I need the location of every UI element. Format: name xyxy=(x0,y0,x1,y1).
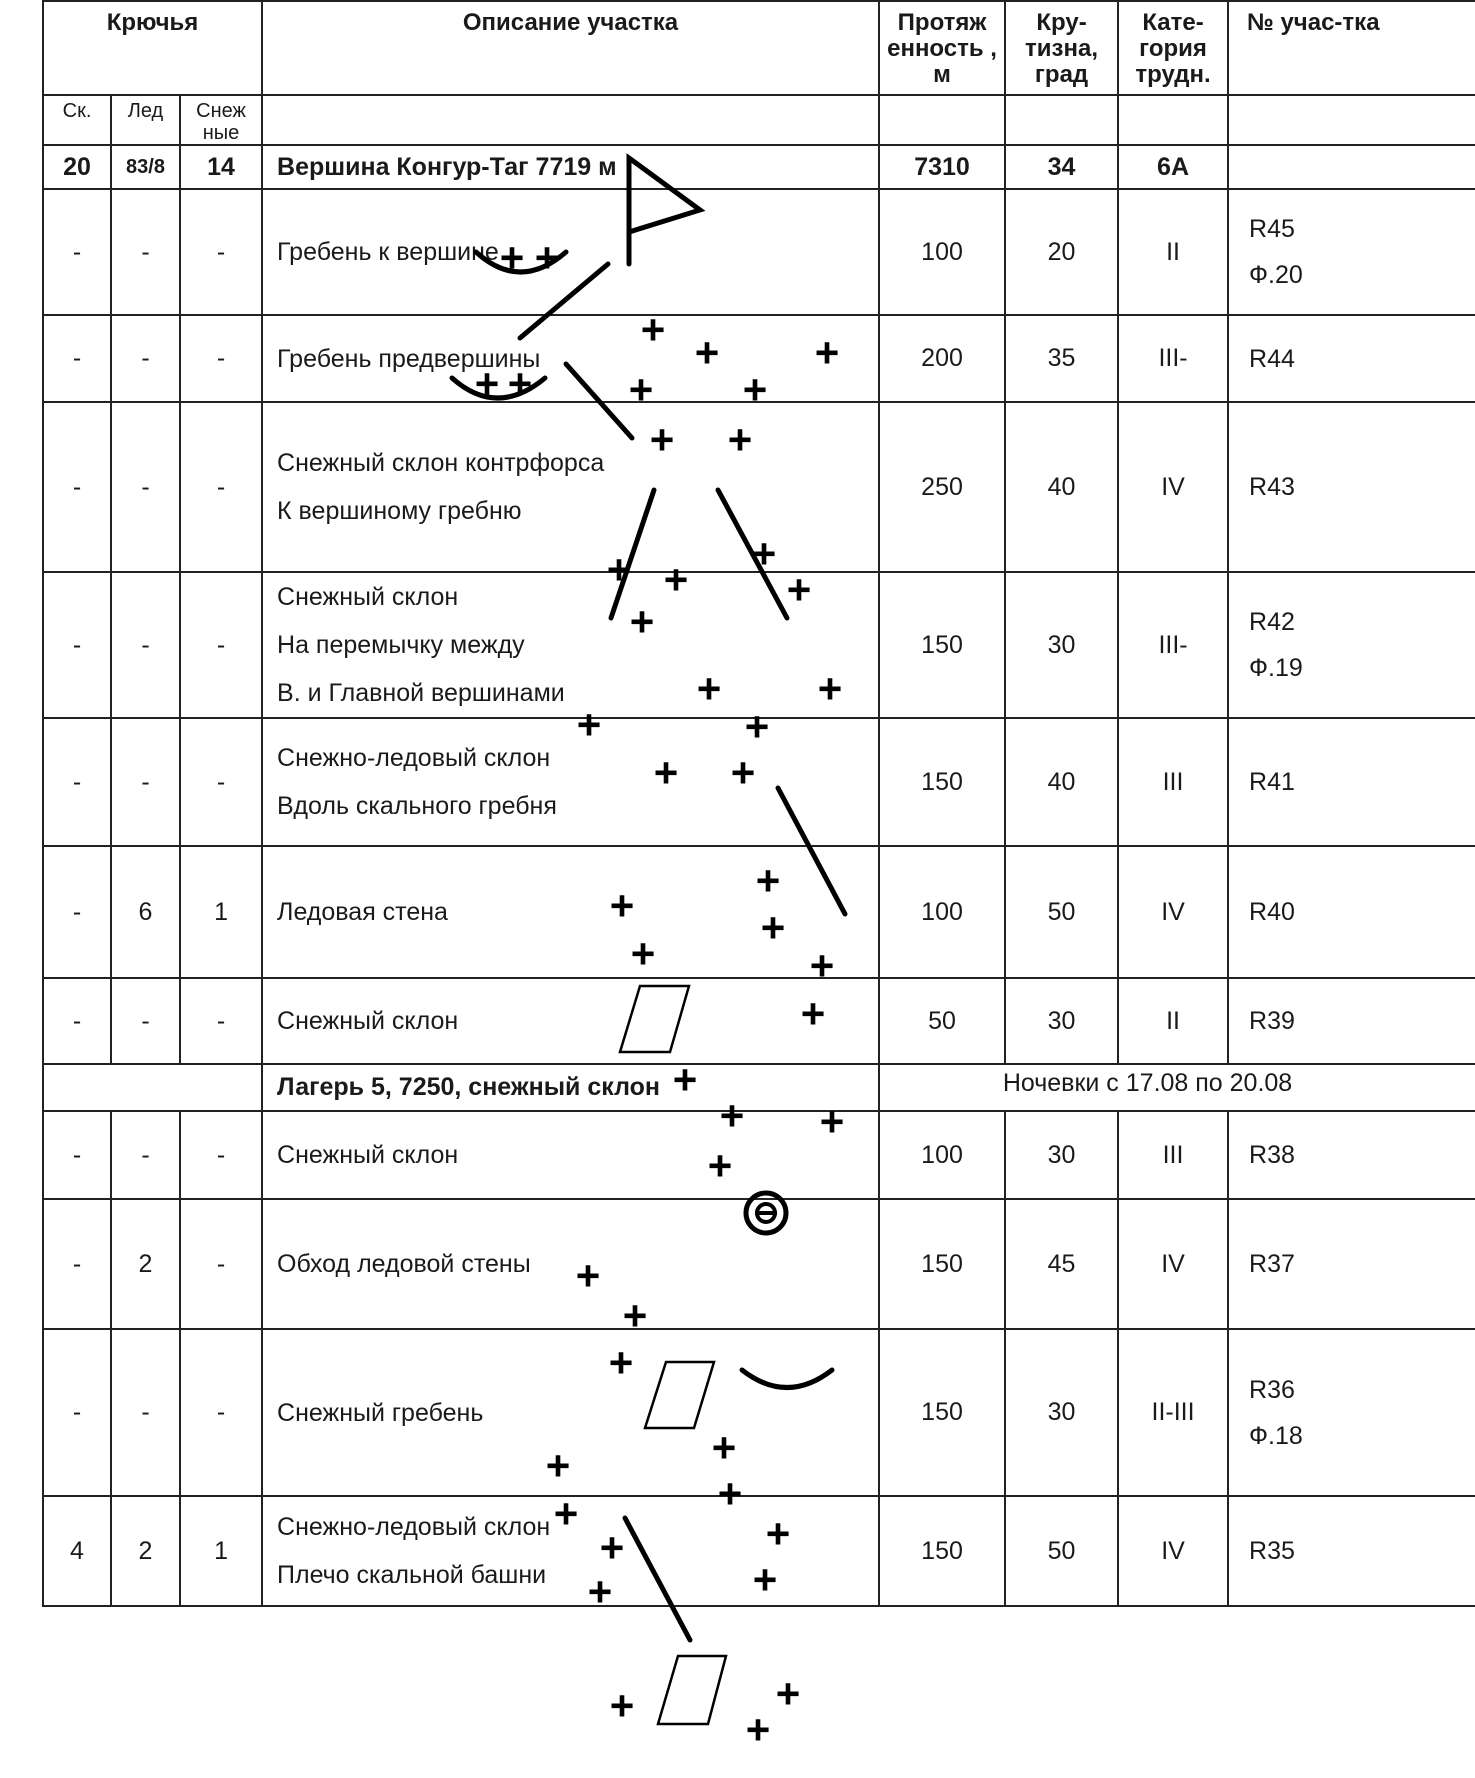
svg-text:+: + xyxy=(534,234,560,281)
description-line: В. и Главной вершинами xyxy=(277,679,565,707)
category-cell: IV xyxy=(1118,846,1228,978)
hooks-ice-cell: - xyxy=(111,1329,180,1496)
summit-steep: 34 xyxy=(1005,145,1118,189)
description-cell xyxy=(262,718,879,846)
category-cell: III- xyxy=(1118,315,1228,402)
section-id: R37 xyxy=(1249,1250,1295,1278)
description-line: Обход ледовой стены xyxy=(277,1250,531,1278)
header-row xyxy=(43,1,1475,95)
hooks-ice-cell: - xyxy=(111,189,180,315)
photo-ref: Ф.18 xyxy=(1249,1421,1303,1450)
header-hooks-ice: Лед xyxy=(111,95,180,145)
description-line: Гребень предвершины xyxy=(277,344,541,373)
description-line: Вдоль скального гребня xyxy=(277,792,557,820)
hooks-ice-cell: - xyxy=(111,402,180,572)
svg-text:+: + xyxy=(800,990,826,1037)
description-line: Снежный гребень xyxy=(277,1398,484,1427)
svg-text:+: + xyxy=(727,416,753,463)
section-row xyxy=(43,1496,1475,1606)
svg-text:+: + xyxy=(630,930,656,977)
hooks-snow-cell: - xyxy=(180,978,262,1064)
camp-title: Лагерь 5, 7250, снежный склон xyxy=(262,1064,879,1111)
section-row xyxy=(43,1329,1475,1496)
length-cell: 100 xyxy=(879,1111,1005,1199)
length-cell: 150 xyxy=(879,1329,1005,1496)
header-category: Кате-гория трудн. xyxy=(1118,1,1228,95)
section-rows-lower xyxy=(43,1111,1475,1606)
svg-text:+: + xyxy=(609,1682,635,1729)
svg-text:+: + xyxy=(672,1056,698,1103)
header-hooks-rock: Ск. xyxy=(43,95,111,145)
hooks-snow-cell: - xyxy=(180,1329,262,1496)
section-row xyxy=(43,1111,1475,1199)
steepness-cell: 40 xyxy=(1005,718,1118,846)
length-cell: 100 xyxy=(879,846,1005,978)
section-row xyxy=(43,978,1475,1064)
section-no-cell xyxy=(1228,1496,1475,1606)
svg-text:+: + xyxy=(545,1442,571,1489)
svg-text:+: + xyxy=(786,566,812,613)
category-cell: II xyxy=(1118,189,1228,315)
description-cell xyxy=(262,402,879,572)
section-no-cell xyxy=(1228,572,1475,718)
section-no-cell xyxy=(1228,1329,1475,1496)
steepness-cell: 30 xyxy=(1005,1111,1118,1199)
header-hooks-snow: Снеж ные xyxy=(180,95,262,145)
header-steepness: Кру-тизна, град xyxy=(1005,1,1118,95)
category-cell: III- xyxy=(1118,572,1228,718)
hooks-rock-cell: - xyxy=(43,1199,111,1329)
header-description: Описание участка xyxy=(262,1,879,95)
description-cell xyxy=(262,1496,879,1606)
summit-length: 7310 xyxy=(879,145,1005,189)
header-hooks: Крючья xyxy=(43,1,262,95)
hooks-snow-cell: 1 xyxy=(180,846,262,978)
hooks-rock-cell: - xyxy=(43,1111,111,1199)
summit-ice: 83/8 xyxy=(111,145,180,189)
section-id: R45 xyxy=(1249,215,1295,243)
description-cell xyxy=(262,572,879,718)
length-cell: 150 xyxy=(879,572,1005,718)
section-no-cell xyxy=(1228,978,1475,1064)
photo-ref: Ф.19 xyxy=(1249,654,1303,682)
category-cell: IV xyxy=(1118,1496,1228,1606)
description-line: Снежный склон xyxy=(277,1141,459,1169)
category-cell: II-III xyxy=(1118,1329,1228,1496)
hooks-rock-cell: - xyxy=(43,572,111,718)
svg-text:+: + xyxy=(653,749,679,796)
summit-no xyxy=(1228,145,1475,189)
subheader-row xyxy=(43,95,1475,145)
hooks-rock-cell: - xyxy=(43,315,111,402)
section-rows-upper xyxy=(43,189,1475,1064)
svg-text:+: + xyxy=(730,749,756,796)
svg-text:+: + xyxy=(744,703,770,750)
svg-text:+: + xyxy=(817,665,843,712)
svg-text:+: + xyxy=(628,366,654,413)
hooks-rock-cell: 4 xyxy=(43,1496,111,1606)
svg-text:+: + xyxy=(640,306,666,353)
description-cell xyxy=(262,1111,879,1199)
svg-text:+: + xyxy=(606,546,632,593)
svg-text:+: + xyxy=(760,904,786,951)
section-row xyxy=(43,402,1475,572)
length-cell: 200 xyxy=(879,315,1005,402)
hooks-snow-cell: - xyxy=(180,189,262,315)
svg-text:+: + xyxy=(819,1098,845,1145)
section-no-cell xyxy=(1228,315,1475,402)
svg-text:+: + xyxy=(745,1706,771,1753)
hooks-rock-cell: - xyxy=(43,189,111,315)
section-no-cell xyxy=(1228,718,1475,846)
category-cell: III xyxy=(1118,1111,1228,1199)
section-row xyxy=(43,315,1475,402)
hooks-snow-cell: - xyxy=(180,1199,262,1329)
description-cell xyxy=(262,315,879,402)
hooks-ice-cell: 2 xyxy=(111,1496,180,1606)
description-line: Снежный склон xyxy=(277,1007,459,1035)
section-id: R40 xyxy=(1249,898,1295,926)
steepness-cell: 30 xyxy=(1005,978,1118,1064)
header-section-no: № учас-тка xyxy=(1228,1,1475,95)
photo-ref: Ф.20 xyxy=(1249,261,1303,289)
section-id: R41 xyxy=(1249,768,1295,796)
length-cell: 250 xyxy=(879,402,1005,572)
hooks-snow-cell: - xyxy=(180,315,262,402)
svg-text:+: + xyxy=(553,1490,579,1537)
summit-snow: 14 xyxy=(180,145,262,189)
section-no-cell xyxy=(1228,846,1475,978)
svg-text:+: + xyxy=(599,1524,625,1571)
description-line: Снежно-ледовый склон xyxy=(277,744,551,772)
section-row xyxy=(43,1199,1475,1329)
route-table-sheet xyxy=(42,0,1475,1778)
hooks-rock-cell: - xyxy=(43,402,111,572)
steepness-cell: 30 xyxy=(1005,572,1118,718)
hooks-ice-cell: - xyxy=(111,572,180,718)
svg-text:+: + xyxy=(608,1339,634,1386)
hooks-snow-cell: 1 xyxy=(180,1496,262,1606)
section-no-cell xyxy=(1228,189,1475,315)
category-cell: III xyxy=(1118,718,1228,846)
svg-text:+: + xyxy=(742,366,768,413)
hooks-snow-cell: - xyxy=(180,1111,262,1199)
description-line: Снежный склон контрфорса xyxy=(277,449,605,477)
hooks-ice-cell: 2 xyxy=(111,1199,180,1329)
section-id: R42 xyxy=(1249,608,1295,636)
steepness-cell: 40 xyxy=(1005,402,1118,572)
steepness-cell: 45 xyxy=(1005,1199,1118,1329)
description-line: Снежный склон xyxy=(277,583,459,611)
description-line: Снежно-ледовый склон xyxy=(277,1513,551,1541)
length-cell: 100 xyxy=(879,189,1005,315)
svg-text:+: + xyxy=(707,1142,733,1189)
category-cell: II xyxy=(1118,978,1228,1064)
description-cell xyxy=(262,1199,879,1329)
section-id: R38 xyxy=(1249,1141,1295,1169)
description-line: Ледовая стена xyxy=(277,898,448,926)
summit-title: Вершина Конгур-Таг 7719 м xyxy=(262,145,879,189)
svg-text:+: + xyxy=(649,416,675,463)
section-id: R39 xyxy=(1249,1007,1295,1035)
svg-text:+: + xyxy=(711,1424,737,1471)
section-row xyxy=(43,189,1475,315)
steepness-cell: 50 xyxy=(1005,1496,1118,1606)
camp-note: Ночевки с 17.08 по 20.08 xyxy=(879,1064,1475,1111)
section-row xyxy=(43,846,1475,978)
svg-text:+: + xyxy=(809,942,835,989)
svg-text:+: + xyxy=(717,1470,743,1517)
svg-text:+: + xyxy=(751,530,777,577)
svg-text:+: + xyxy=(587,1568,613,1615)
svg-text:+: + xyxy=(474,360,500,407)
svg-text:+: + xyxy=(576,701,602,748)
steepness-cell: 50 xyxy=(1005,846,1118,978)
description-cell xyxy=(262,1329,879,1496)
length-cell: 150 xyxy=(879,718,1005,846)
steepness-cell: 35 xyxy=(1005,315,1118,402)
svg-text:+: + xyxy=(499,234,525,281)
description-line: Плечо скальной башни xyxy=(277,1561,547,1589)
section-id: R35 xyxy=(1249,1537,1295,1565)
section-no-cell xyxy=(1228,1199,1475,1329)
hooks-rock-cell: - xyxy=(43,1329,111,1496)
category-cell: IV xyxy=(1118,402,1228,572)
length-cell: 150 xyxy=(879,1496,1005,1606)
hooks-ice-cell: 6 xyxy=(111,846,180,978)
steepness-cell: 30 xyxy=(1005,1329,1118,1496)
description-cell xyxy=(262,189,879,315)
length-cell: 50 xyxy=(879,978,1005,1064)
svg-text:+: + xyxy=(663,556,689,603)
svg-text:+: + xyxy=(507,360,533,407)
description-cell xyxy=(262,978,879,1064)
hooks-rock-cell: - xyxy=(43,978,111,1064)
description-line: К вершиному гребню xyxy=(277,497,522,525)
svg-text:+: + xyxy=(629,598,655,645)
camp-row xyxy=(43,1064,1475,1111)
section-row xyxy=(43,572,1475,718)
svg-text:+: + xyxy=(622,1292,648,1339)
category-cell: IV xyxy=(1118,1199,1228,1329)
hooks-rock-cell: - xyxy=(43,846,111,978)
svg-text:+: + xyxy=(719,1092,745,1139)
section-id: R43 xyxy=(1249,473,1295,501)
description-line: Гребень к вершине xyxy=(277,238,499,266)
svg-text:+: + xyxy=(575,1252,601,1299)
steepness-cell: 20 xyxy=(1005,189,1118,315)
svg-text:+: + xyxy=(694,329,720,376)
description-cell xyxy=(262,846,879,978)
hooks-ice-cell: - xyxy=(111,315,180,402)
section-id: R36 xyxy=(1249,1375,1295,1404)
section-id: R44 xyxy=(1249,344,1295,373)
hooks-ice-cell: - xyxy=(111,978,180,1064)
header-length: Протяж енность , м xyxy=(879,1,1005,95)
svg-text:+: + xyxy=(814,329,840,376)
description-line: На перемычку между xyxy=(277,631,525,659)
section-no-cell xyxy=(1228,402,1475,572)
summit-rock: 20 xyxy=(43,145,111,189)
section-no-cell xyxy=(1228,1111,1475,1199)
svg-text:+: + xyxy=(609,882,635,929)
section-row xyxy=(43,718,1475,846)
svg-text:+: + xyxy=(755,857,781,904)
hooks-ice-cell: - xyxy=(111,1111,180,1199)
svg-text:+: + xyxy=(752,1556,778,1603)
length-cell: 150 xyxy=(879,1199,1005,1329)
svg-text:+: + xyxy=(775,1670,801,1717)
svg-text:+: + xyxy=(765,1510,791,1557)
hooks-snow-cell: - xyxy=(180,718,262,846)
hooks-snow-cell: - xyxy=(180,572,262,718)
svg-text:+: + xyxy=(696,665,722,712)
route-table xyxy=(42,0,1475,1607)
hooks-rock-cell: - xyxy=(43,718,111,846)
hooks-snow-cell: - xyxy=(180,402,262,572)
hooks-ice-cell: - xyxy=(111,718,180,846)
summit-cat: 6А xyxy=(1118,145,1228,189)
summit-row xyxy=(43,145,1475,189)
